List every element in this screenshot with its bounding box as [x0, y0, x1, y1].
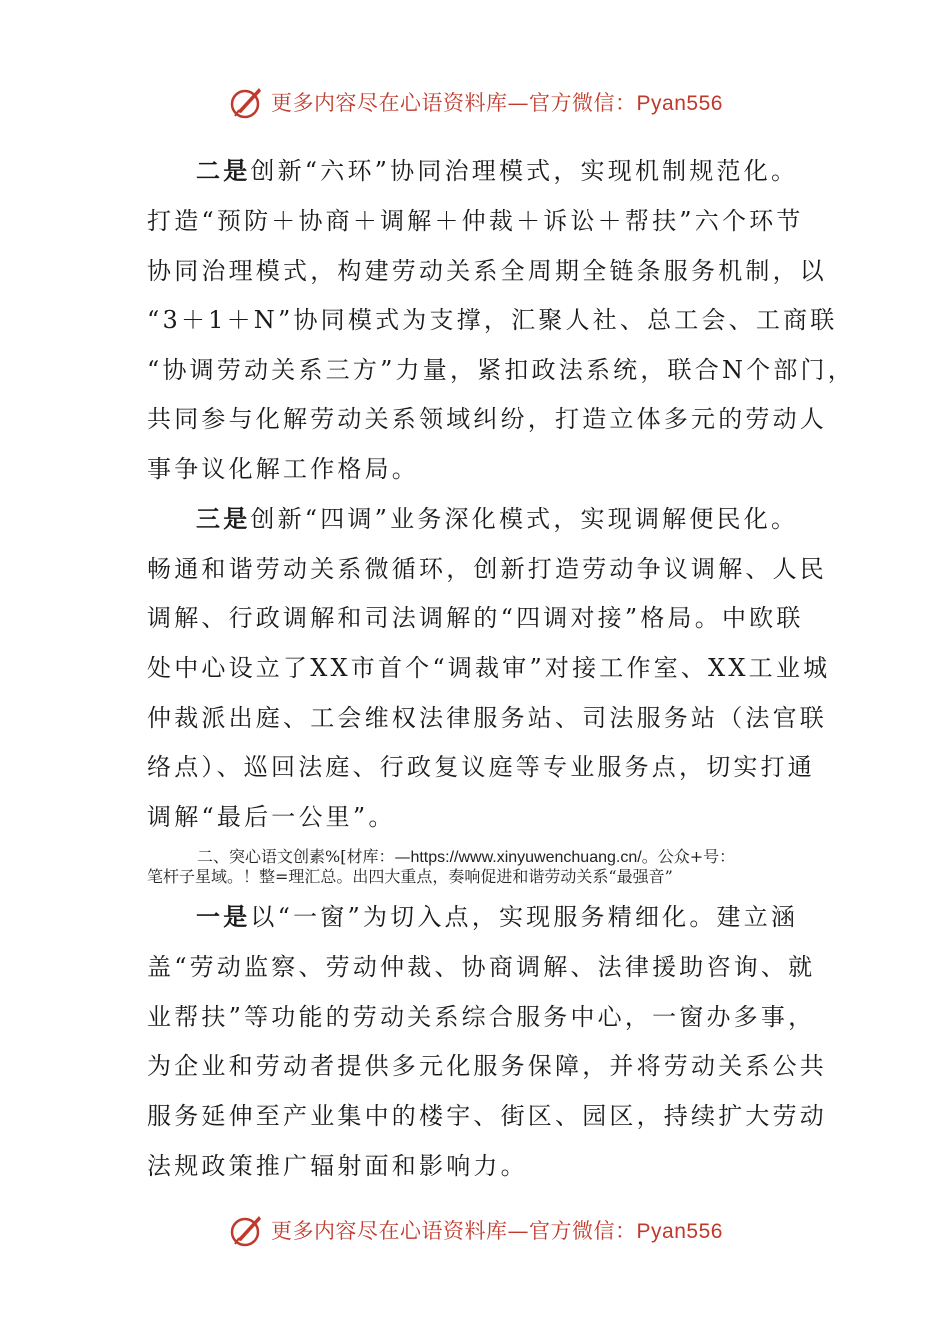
paragraph-line: 二是创新“六环”协同治理模式，实现机制规范化。 [196, 156, 799, 185]
paragraph-line: 三是创新“四调”业务深化模式，实现调解便民化。 [196, 504, 799, 533]
paragraph-line: 调解“最后一公里”。 [147, 803, 396, 831]
quill-logo-icon [227, 1210, 267, 1250]
wechat-id: Pyan556 [636, 92, 723, 115]
paragraph-line: 共同参与化解劳动关系领域纠纷，打造立体多元的劳动人 [147, 405, 827, 433]
paragraph-line: 协同治理模式，构建劳动关系全周期全链条服务机制，以 [147, 257, 827, 285]
paragraph-line: 畅通和谐劳动关系微循环，创新打造劳动争议调解、人民 [147, 555, 827, 583]
paragraph-line: “协调劳动关系三方”力量，紧扣政法系统，联合N个部门， [147, 356, 855, 384]
lead-label: 三是 [196, 504, 251, 533]
wechat-id: Pyan556 [636, 1220, 723, 1243]
paragraph-line: 络点）、巡回法庭、行政复议庭等专业服务点，切实打通 [147, 753, 815, 781]
paragraph-line: 处中心设立了XX市首个“调裁审”对接工作室、XX工业城 [147, 654, 831, 682]
banner-text: 更多内容尽在心语资料库—官方微信：Pyan556 [271, 1219, 723, 1243]
paragraph-line: 服务延伸至产业集中的楼宇、街区、园区，持续扩大劳动 [147, 1102, 827, 1130]
quill-logo-icon [227, 82, 267, 122]
header-banner [0, 80, 950, 124]
paragraph-line: 为企业和劳动者提供多元化服务保障，并将劳动关系公共 [147, 1052, 827, 1080]
paragraph-line: 业帮扶”等功能的劳动关系综合服务中心，一窗办多事， [147, 1003, 816, 1031]
section-heading: 笔杆子星域。！整=理汇总。出四大重点，奏响促进和谐劳动关系“最强音” [147, 867, 673, 886]
lead-label: 一是 [196, 902, 251, 931]
paragraph-line: 打造“预防＋协商＋调解＋仲裁＋诉讼＋帮扶”六个环节 [147, 207, 804, 235]
paragraph-line: 事争议化解工作格局。 [147, 455, 419, 483]
lead-label: 二是 [196, 156, 251, 185]
paragraph-line: 法规政策推广辐射面和影响力。 [147, 1152, 528, 1180]
source-note: 二、突心语文创素%[材库：—https://www.xinyuwenchuang.cn/。公众+号： [197, 847, 736, 866]
paragraph-line: 盖“劳动监察、劳动仲裁、协商调解、法律援助咨询、就 [147, 953, 816, 981]
footer-banner [0, 1208, 950, 1252]
source-link[interactable]: https://www.xinyuwenchuang.cn/ [410, 849, 642, 866]
banner-text: 更多内容尽在心语资料库—官方微信：Pyan556 [271, 91, 723, 115]
paragraph-line: 一是以“一窗”为切入点，实现服务精细化。建立涵 [196, 902, 799, 931]
paragraph-line: 仲裁派出庭、工会维权法律服务站、司法服务站（法官联 [147, 704, 827, 732]
paragraph-line: “3＋1＋N”协同模式为支撑，汇聚人社、总工会、工商联 [147, 306, 838, 334]
paragraph-line: 调解、行政调解和司法调解的“四调对接”格局。中欧联 [147, 604, 804, 632]
